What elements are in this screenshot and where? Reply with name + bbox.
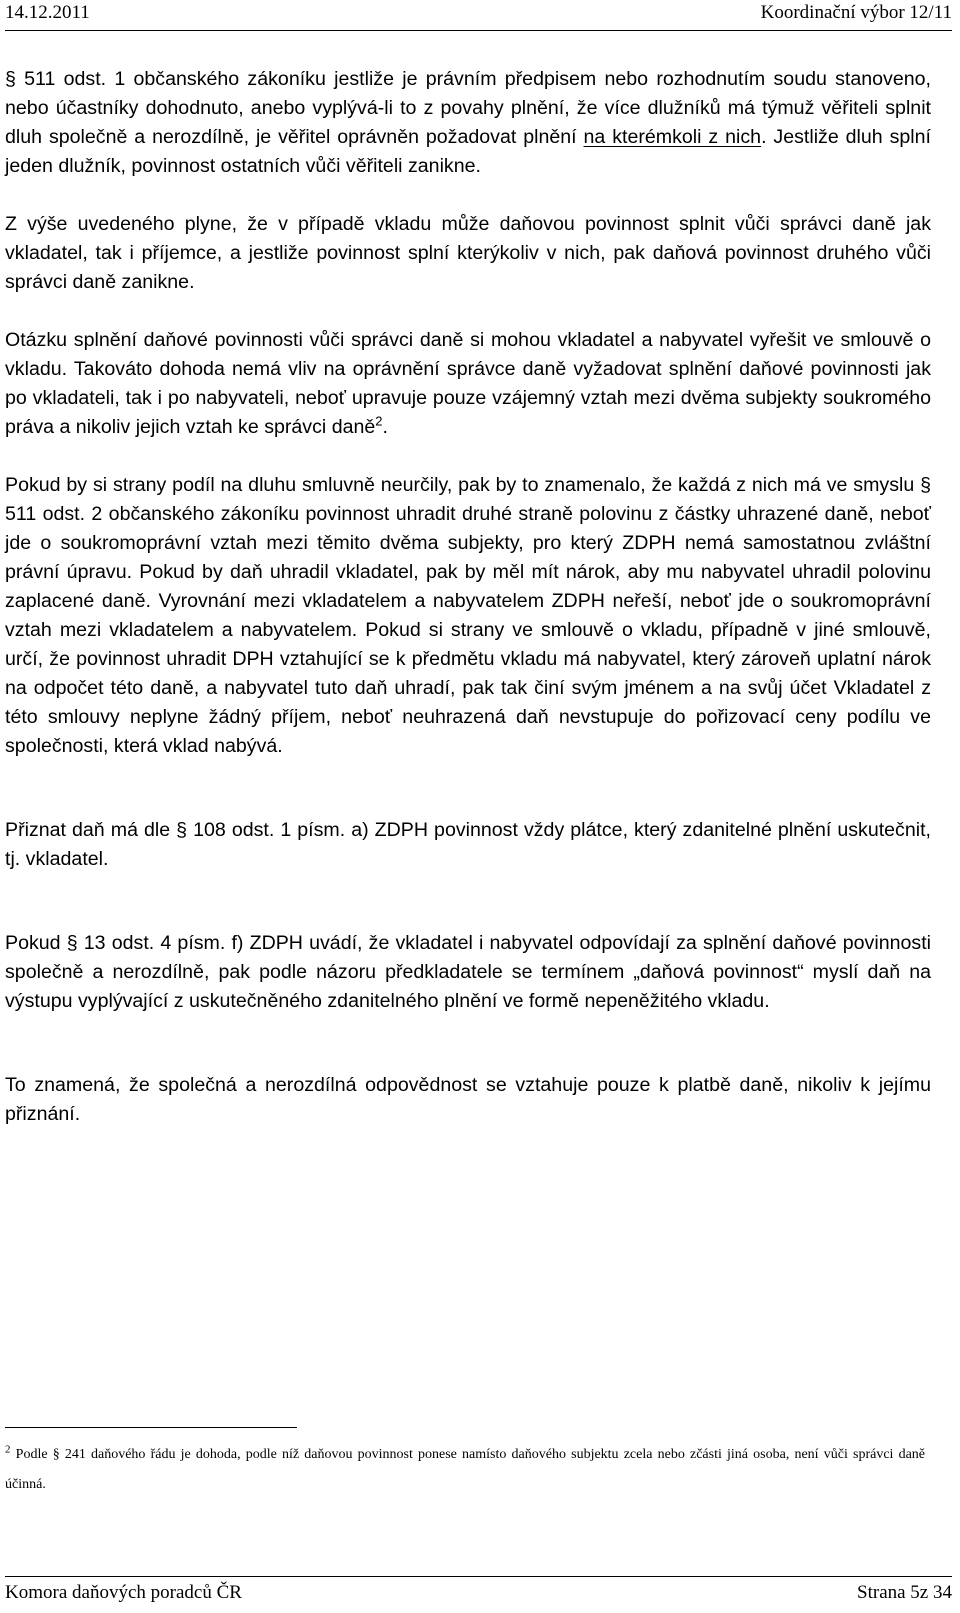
header-date: 14.12.2011 — [5, 2, 90, 23]
page-number: Strana 5z 34 — [857, 1582, 952, 1603]
paragraph-3-text-a: Otázku splnění daňové povinnosti vůči správci daně si mohou vkladatel a nabyvatel vyřešit ve smlouvě o vkladu. Takováto dohoda nemá vliv na oprávnění správce daně vyžadovat splnění daňové povinnosti jak po vkladateli, tak i po nabyvateli, neboť upravuje pouze vzájemný vztah mezi dvěma subjekty soukromého práva a nikoliv jejich vztah ke správci daně — [5, 329, 931, 438]
page-footer — [5, 1582, 952, 1610]
footnote-number: 2 — [5, 1443, 11, 1456]
page-header — [5, 2, 952, 28]
paragraph-1-text-a: § 511 odst. 1 občanského zákoníku jestliže je právním předpisem nebo rozhodnutím soudu stanoveno, nebo účastníky dohodnuto, anebo vyplývá-li to z povahy plnění, že více dlužníků má týmuž věřiteli splnit dluh společně a nerozdílně, je věřitel oprávněn požadovat plnění — [5, 68, 931, 148]
header-committee: Koordinační výbor 12/11 — [760, 2, 952, 23]
footnote-rule — [5, 1427, 297, 1428]
paragraph-3 — [5, 326, 931, 442]
header-rule — [5, 30, 952, 31]
paragraph-1-text-b: . Jestliže dluh splní jeden dlužník, povinnost ostatních vůči věřiteli zanikne. — [5, 126, 931, 177]
paragraph-1 — [5, 65, 931, 181]
footer-organization: Komora daňových poradců ČR — [5, 1582, 242, 1603]
paragraph-5: Přiznat daň má dle § 108 odst. 1 písm. a) ZDPH povinnost vždy plátce, který zdanitelné plnění uskutečnit, tj. vkladatel. — [5, 819, 931, 870]
footer-rule — [5, 1576, 952, 1577]
paragraph-4: Pokud by si strany podíl na dluhu smluvně neurčily, pak by to znamenalo, že každá z nich má ve smyslu § 511 odst. 2 občanského zákoníku povinnost uhradit druhé straně polovinu z částky uhrazené daně, neboť jde o soukromoprávní vztah mezi těmito dvěma subjekty, pro který ZDPH nemá samostatnou zvláštní právní úpravu. Pokud by daň uhradil vkladatel, pak by měl mít nárok, aby mu nabyvatel uhradil polovinu zaplacené daně. Vyrovnání mezi vkladatelem a nabyvatelem ZDPH neřeší, neboť jde o soukromoprávní vztah mezi vkladatelem a nabyvatelem. Pokud si strany ve smlouvě o vkladu, případně v jiné smlouvě, určí, že povinnost uhradit DPH vztahující se k předmětu vkladu má nabyvatel, který zároveň uplatní nárok na odpočet této daně, a nabyvatel tuto daň uhradí, pak tak činí svým jménem a na svůj účet Vkladatel z této smlouvy neplyne žádný příjem, neboť neuhrazená daň nevstupuje do pořizovací ceny podílu ve společnosti, která vklad nabývá. — [5, 474, 931, 757]
paragraph-6: Pokud § 13 odst. 4 písm. f) ZDPH uvádí, že vkladatel i nabyvatel odpovídají za splnění daňové povinnosti společně a nerozdílně, pak podle názoru předkladatele se termínem „daňová povinnost“ myslí daň na výstupu vyplývající z uskutečněného zdanitelného plnění ve formě nepeněžitého vkladu. — [5, 932, 931, 1012]
paragraph-1-underlined: na kterémkoli z nich — [583, 126, 762, 148]
footnote-reference: 2 — [375, 413, 383, 429]
paragraph-2: Z výše uvedeného plyne, že v případě vkladu může daňovou povinnost splnit vůči správci daně jak vkladatel, tak i příjemce, a jestliže povinnost splní kterýkoliv v nich, pak daňová povinnost druhého vůči správci daně zanikne. — [5, 213, 931, 293]
document-body — [5, 65, 931, 1129]
paragraph-7: To znamená, že společná a nerozdílná odpovědnost se vztahuje pouze k platbě daně, nikoliv k jejímu přiznání. — [5, 1074, 931, 1125]
footnote-text: Podle § 241 daňového řádu je dohoda, podle níž daňovou povinnost ponese namísto daňového subjektu zcela nebo zčásti jiná osoba, není vůči správci daně účinná. — [5, 1447, 925, 1492]
footnote — [5, 1440, 925, 1500]
paragraph-3-text-b: . — [382, 416, 388, 438]
